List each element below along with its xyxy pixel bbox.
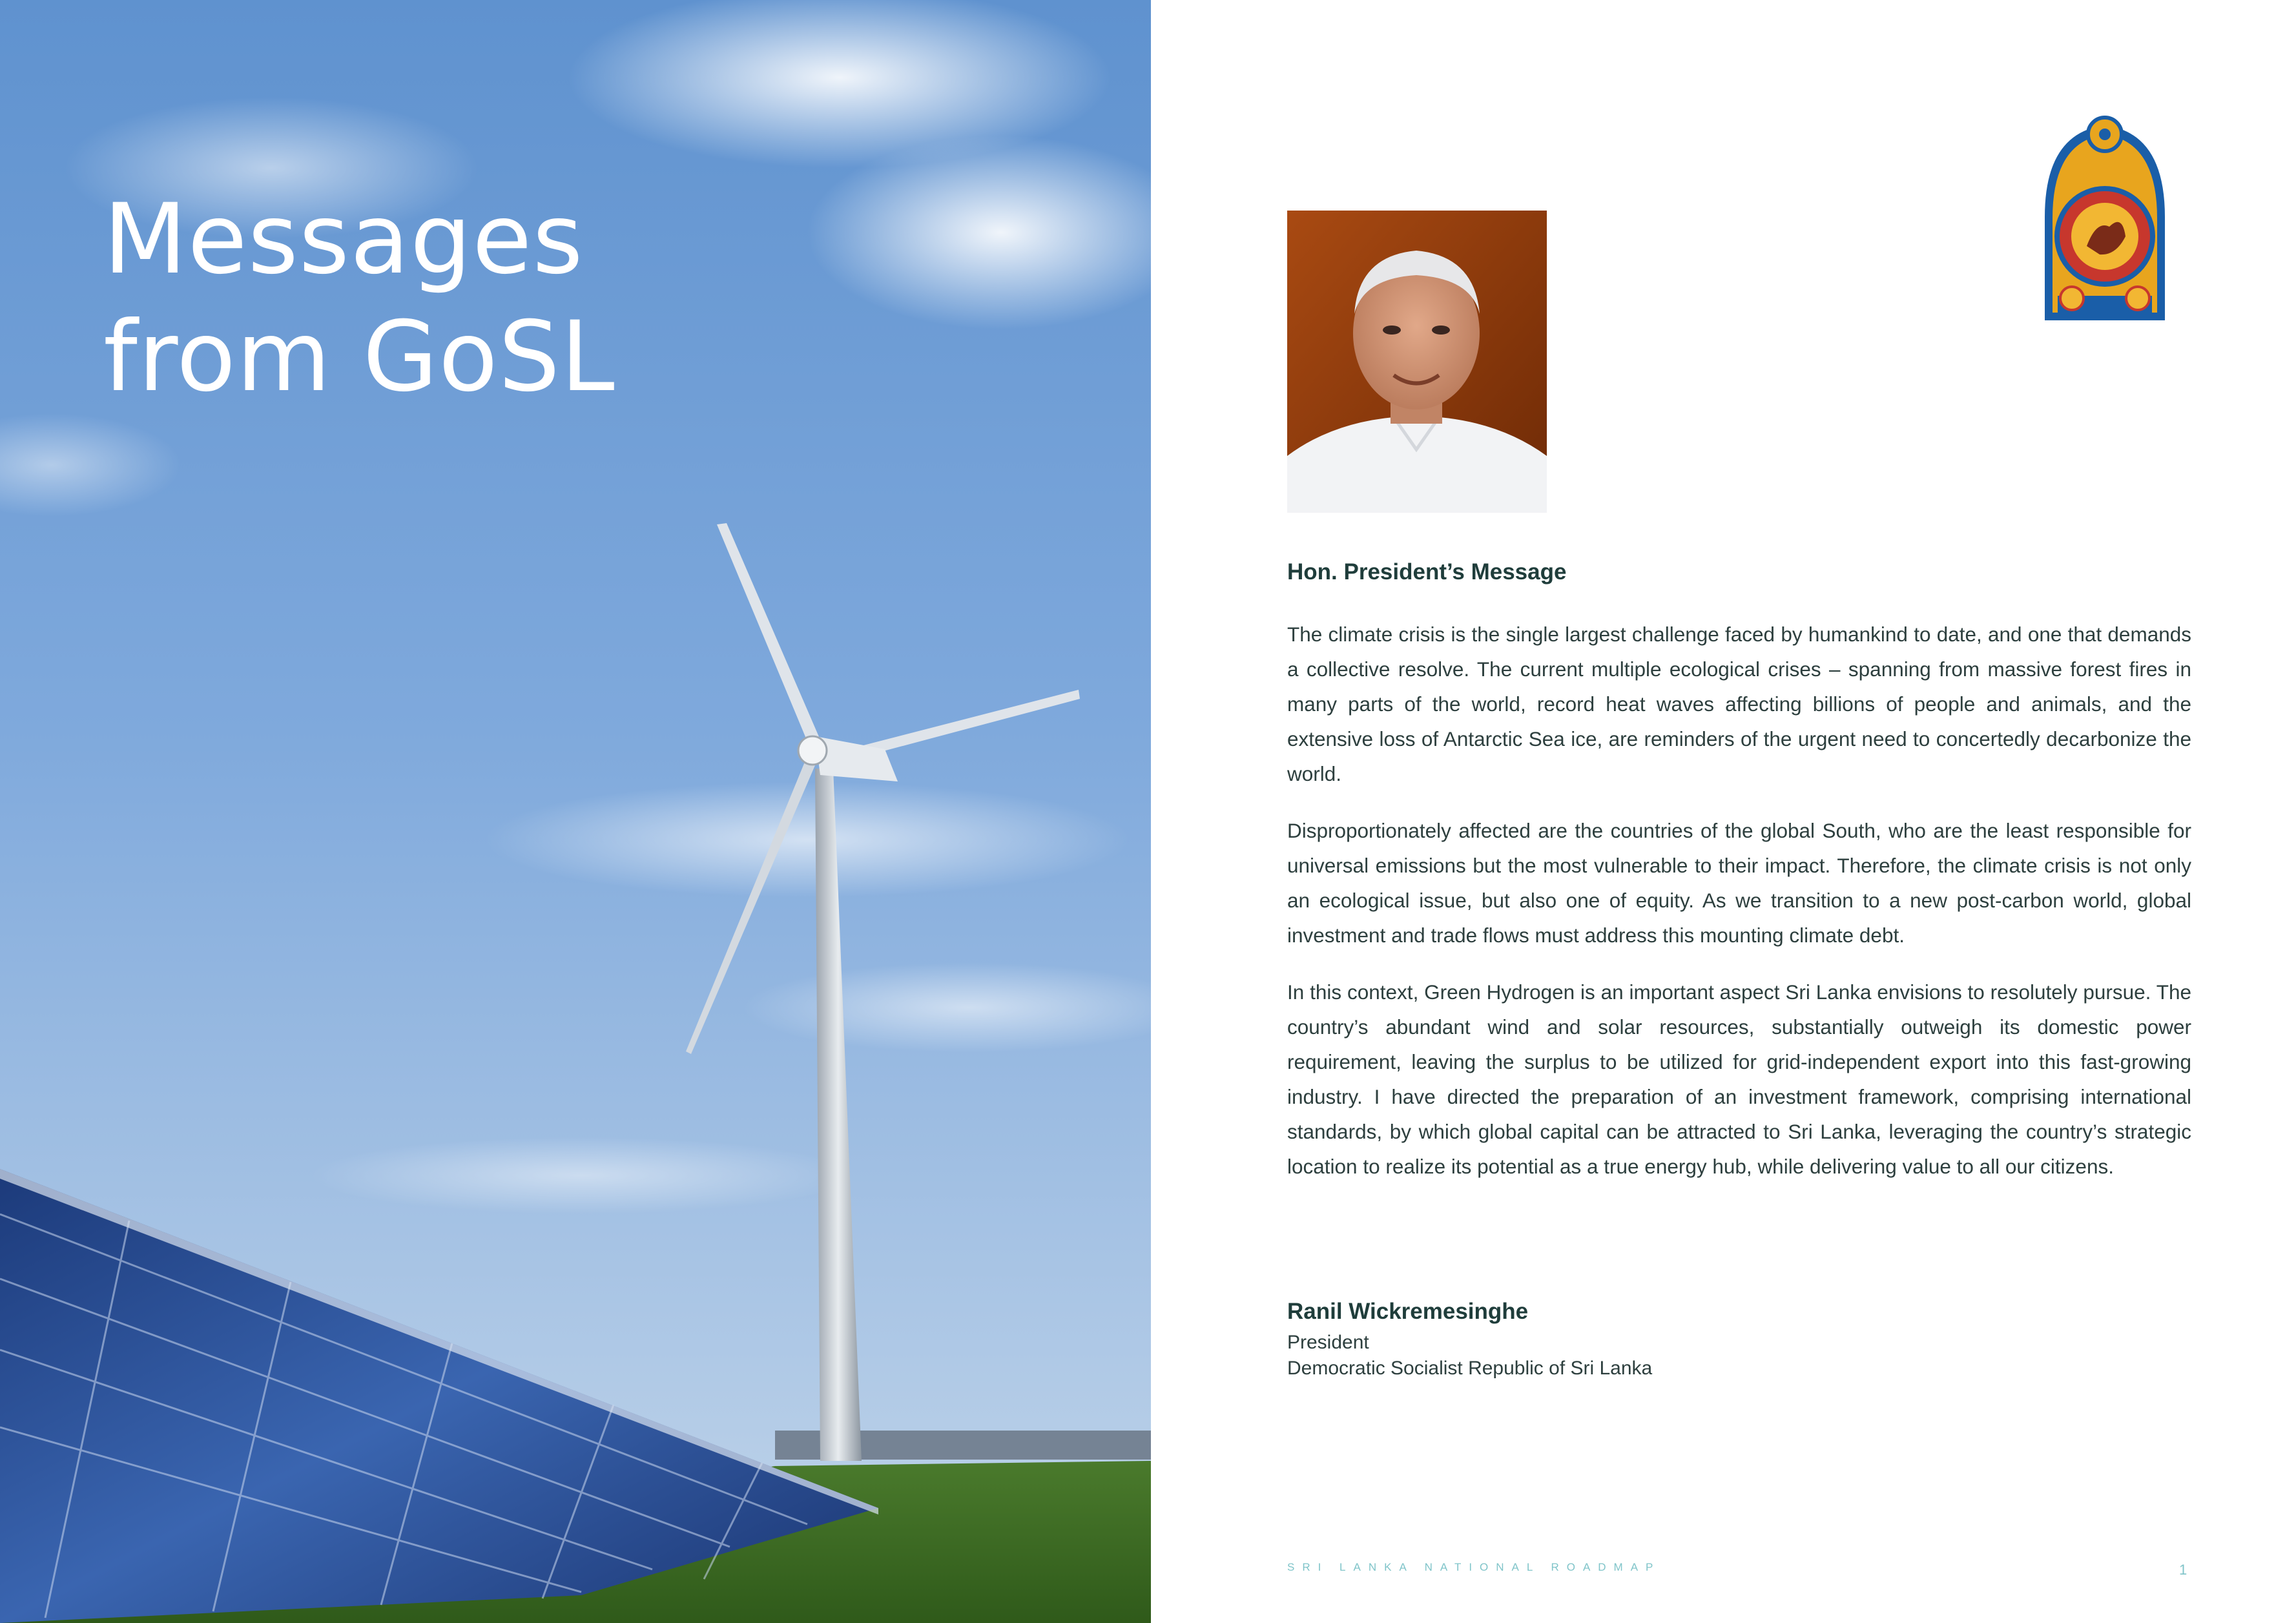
message-heading: Hon. President’s Message (1287, 559, 1567, 584)
signature-block (1287, 1294, 1652, 1381)
page-title-line-1: Messages (103, 183, 584, 296)
page-title (103, 181, 615, 416)
message-paragraph-3: In this context, Green Hydrogen is an important aspect Sri Lanka envisions to resolutely pursue. The country’s abundant wind and solar resources, substantially outweigh its domestic power requirement, leaving the surplus to be utilized for grid-independent export into this fast-growing industry. I have directed the preparation of an investment framework, comprising international standards, by which global capital can be attracted to Sri Lanka, leveraging the country’s strategic location to realize its potential as a true energy hub, while delivering value to all our citizens. (1287, 980, 2191, 1178)
message-paragraph-2: Disproportionately affected are the countries of the global South, who are the least responsible for universal emissions but the most vulnerable to their impact. Therefore, the climate crisis is not only an ecological issue, but also one of equity. As we transition to a new post-carbon world, global investment and trade flows must address this mounting climate debt. (1287, 819, 2191, 947)
president-portrait (1287, 211, 1547, 513)
page-title-line-2: from GoSL (103, 301, 615, 413)
national-emblem (2025, 107, 2184, 332)
page-number: 1 (2179, 1562, 2187, 1578)
message-body (1287, 617, 2191, 1206)
signatory-role: President (1287, 1332, 1369, 1353)
footer-label: SRI LANKA NATIONAL ROADMAP (1287, 1561, 1661, 1573)
signatory-organization: Democratic Socialist Republic of Sri Lanka (1287, 1358, 1653, 1379)
message-paragraph-1: The climate crisis is the single largest challenge faced by humankind to date, and one that demands a collective resolve. The current multiple ecological crises – spanning from massive forest fires in many parts of the world, record heat waves affecting billions of people and animals, and the extensive loss of Antarctic Sea ice, are reminders of the urgent need to concertedly decarbonize the world. (1287, 623, 2191, 785)
signatory-name: Ranil Wickremesinghe (1287, 1299, 1529, 1324)
